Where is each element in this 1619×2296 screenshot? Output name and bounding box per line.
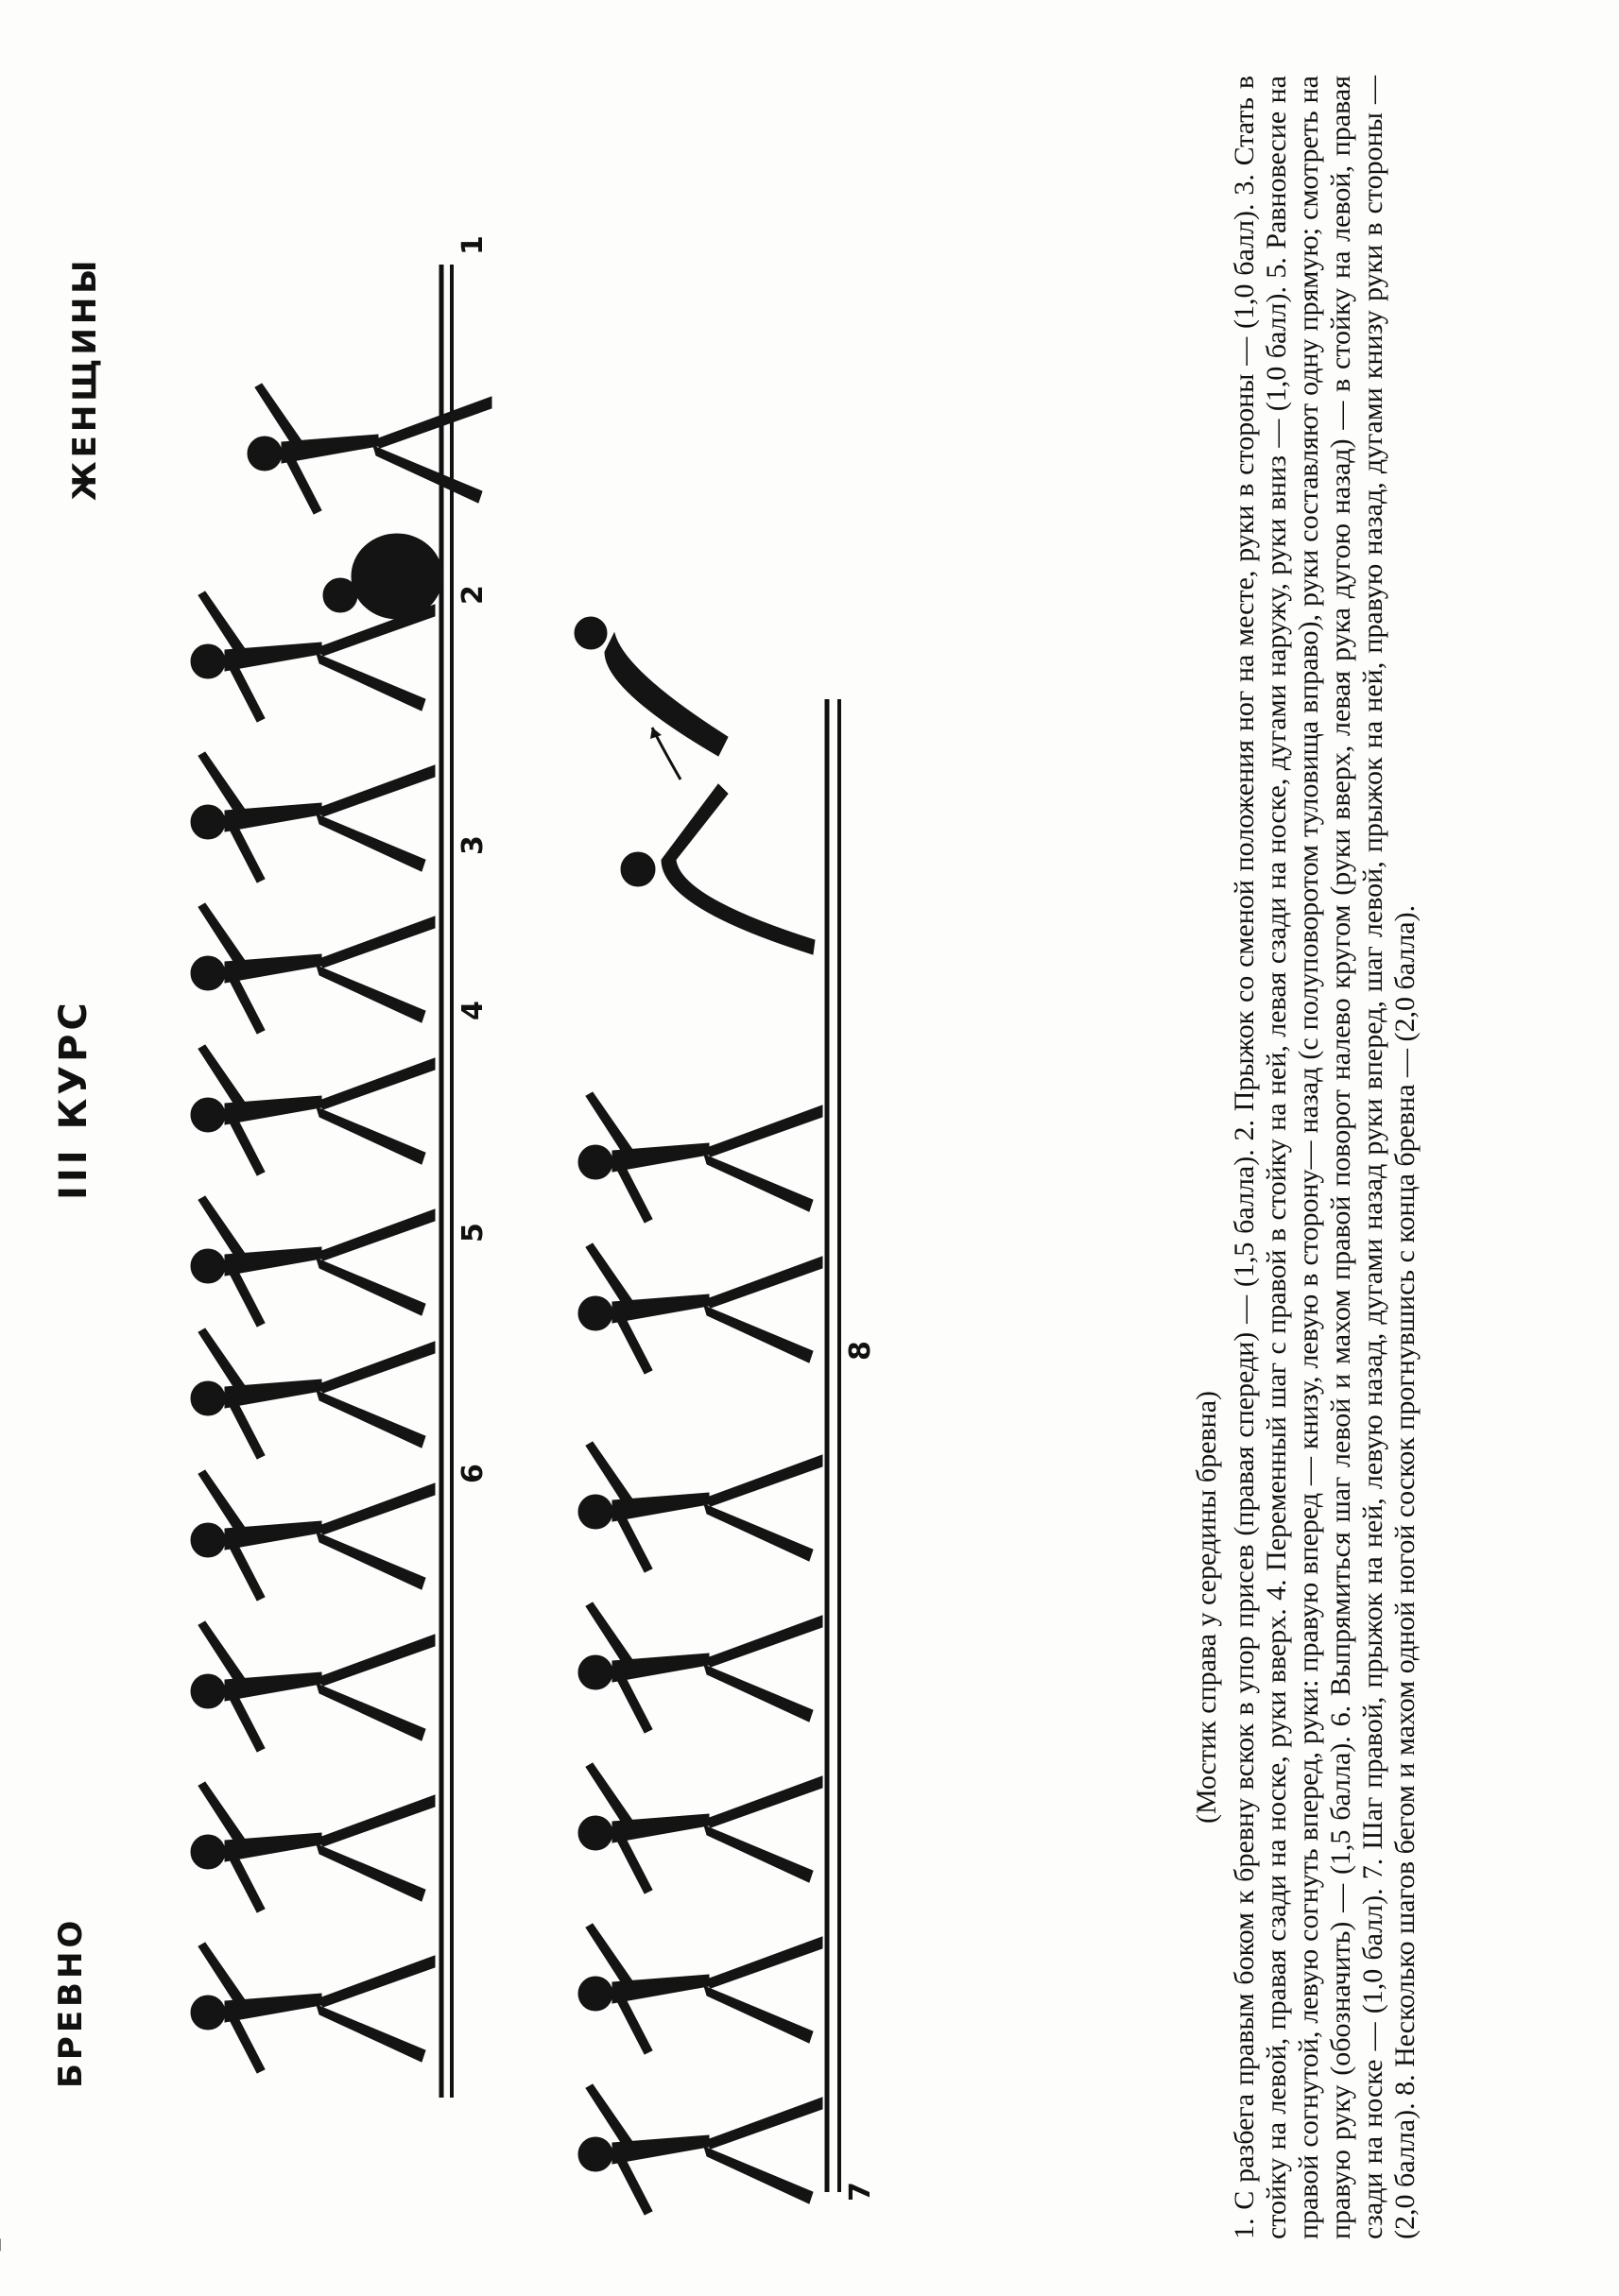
- position-number-3: 3: [456, 835, 490, 855]
- exercise-description: [1229, 76, 1421, 2239]
- category-title: ЖЕНЩИНЫ: [66, 256, 104, 501]
- apparatus-title: БРЕВНО: [52, 1916, 90, 2088]
- position-number-4: 4: [456, 1001, 490, 1020]
- position-number-2: 2: [456, 585, 490, 605]
- position-number-6: 6: [456, 1464, 490, 1483]
- position-number-8: 8: [844, 1341, 877, 1361]
- figure-caption: (Мостик справа у середины бревна): [1191, 1390, 1222, 1824]
- course-title: III КУРС: [52, 999, 95, 1200]
- description-text: 1. С разбега правым боком к бревну вскок в упор присев (правая спереди) — (1,5 балла). 2. Прыжок со сменой положения ног на месте, руки в стороны — (1,0 балл). 3. Стать в стойку на левой, правая сзади на носке, руки вверх. 4. Переменный шаг с правой в стойку на ней, левая сзади на носке, дугами наружу, руки вниз — (1,0 балл). 5. Равновесие на правой согнутой, левую согнуть вперед, руки: правую вперед — книзу, левую в сторону— назад (с полуповоротом туловища вправо), руки составляют одну прямую; смотреть на правую руку (обозначить) — (1,5 балла). 6. Выпрямиться шаг левой и махом правой поворот налево кругом (руки вверх, левая рука дугою назад) — в стойку на левой, правая сзади на носке — (1,0 балл). 7. Шаг правой, прыжок на ней, левую назад, дугами назад руки вперед, шаг левой, прыжок на ней, правую назад, дугами книзу руки в стороны — (2,0 балла). 8. Несколько шагов бегом и махом одной ногой соскок прогнувшись с конца бревна — (2,0 балла).: [1229, 76, 1421, 2239]
- figure-silhouettes: [0, 384, 822, 2296]
- position-number-1: 1: [456, 235, 490, 255]
- position-number-5: 5: [456, 1223, 490, 1242]
- position-number-7: 7: [844, 2182, 877, 2202]
